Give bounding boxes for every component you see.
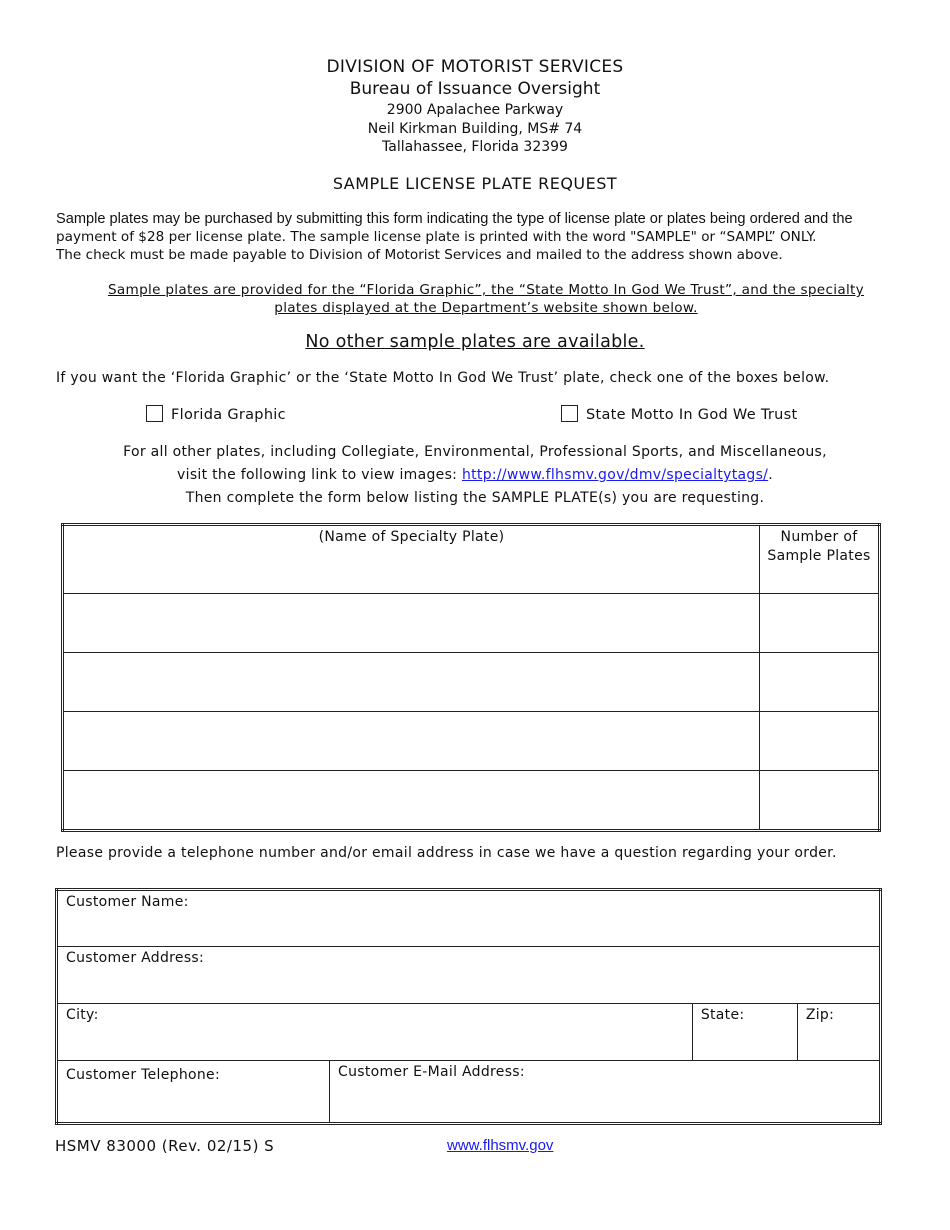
specialty-tags-link[interactable]: http://www.flhsmv.gov/dmv/specialtytags/ [461,467,769,483]
state-motto-label: State Motto In God We Trust [586,407,798,423]
plate-name-field[interactable] [63,771,760,831]
notice-line-2: plates displayed at the Department’s website shown below. [274,300,698,316]
plate-name-field[interactable] [63,712,760,771]
plate-name-field[interactable] [63,594,760,653]
customer-telephone-field[interactable] [57,1061,330,1124]
state-field[interactable] [692,1004,797,1061]
no-other-plates-notice: No other sample plates are available. [305,332,645,352]
intro-line-1: Sample plates may be purchased by submitting this form indicating the type of license plate or plates being ordered and the [56,211,853,227]
link-suffix: . [768,467,773,483]
plate-count-header-line-2: Sample Plates [767,548,871,564]
notice-paragraph [56,281,916,317]
notice-line-1: Sample plates are provided for the “Florida Graphic”, the “State Motto In God We Trust”, and the specialty [107,282,865,298]
division-title: DIVISION OF MOTORIST SERVICES [326,57,624,77]
plate-count-header [760,525,880,594]
customer-name-label: Customer Name: [66,894,189,910]
bureau-title: Bureau of Issuance Oversight [349,79,601,99]
complete-form-instruction: Then complete the form below listing the SAMPLE PLATE(s) you are requesting. [185,490,765,506]
plate-count-field[interactable] [760,594,880,653]
intro-paragraph [56,210,916,264]
plate-count-header-line-1: Number of [780,529,858,545]
plate-name-header: (Name of Specialty Plate) [63,525,760,594]
customer-info-table [55,888,882,1125]
other-plates-line-1: For all other plates, including Collegiate, Environmental, Professional Sports, and Miscellaneous, [123,444,827,460]
form-number: HSMV 83000 (Rev. 02/15) S [55,1137,275,1155]
table-row [63,594,880,653]
table-row [63,712,880,771]
other-plates-line-2 [0,464,950,487]
table-row [63,653,880,712]
address-line-2: Neil Kirkman Building, MS# 74 [367,120,583,137]
state-label: State: [700,1007,745,1023]
city-label: City: [66,1007,99,1023]
plate-name-field[interactable] [63,653,760,712]
address-line-3: Tallahassee, Florida 32399 [382,139,568,155]
plate-table-header [63,525,880,594]
zip-field[interactable] [797,1004,880,1061]
customer-address-label: Customer Address: [66,950,205,966]
city-field[interactable] [57,1004,693,1061]
customer-name-field[interactable] [57,890,881,947]
link-prefix: visit the following link to view images: [177,467,462,483]
form-title: SAMPLE LICENSE PLATE REQUEST [332,174,618,193]
contact-instruction: Please provide a telephone number and/or email address in case we have a question regarding your order. [56,845,837,861]
customer-email-field[interactable] [330,1061,881,1124]
plate-request-table [61,523,881,832]
state-motto-checkbox[interactable] [561,405,578,422]
plate-count-field[interactable] [760,771,880,831]
intro-line-2: payment of $28 per license plate. The sample license plate is printed with the word "SAMPLE" or “SAMPL” ONLY. [56,229,817,245]
florida-graphic-checkbox[interactable] [146,405,163,422]
customer-telephone-label: Customer Telephone: [66,1067,220,1083]
customer-address-field[interactable] [57,947,881,1004]
intro-line-3: The check must be made payable to Division of Motorist Services and mailed to the address shown above. [56,247,783,263]
other-plates-instructions [0,441,950,487]
address-line-1: 2900 Apalachee Parkway [386,102,564,118]
zip-label: Zip: [805,1007,835,1023]
florida-graphic-label: Florida Graphic [171,407,286,423]
plate-count-field[interactable] [760,653,880,712]
table-row [63,771,880,831]
customer-email-label: Customer E-Mail Address: [338,1064,525,1080]
website-link[interactable]: www.flhsmv.gov [447,1137,554,1154]
checkbox-instructions: If you want the ‘Florida Graphic’ or the ‘State Motto In God We Trust’ plate, check one of the boxes below. [56,370,830,386]
mailing-address [0,101,950,157]
plate-count-field[interactable] [760,712,880,771]
